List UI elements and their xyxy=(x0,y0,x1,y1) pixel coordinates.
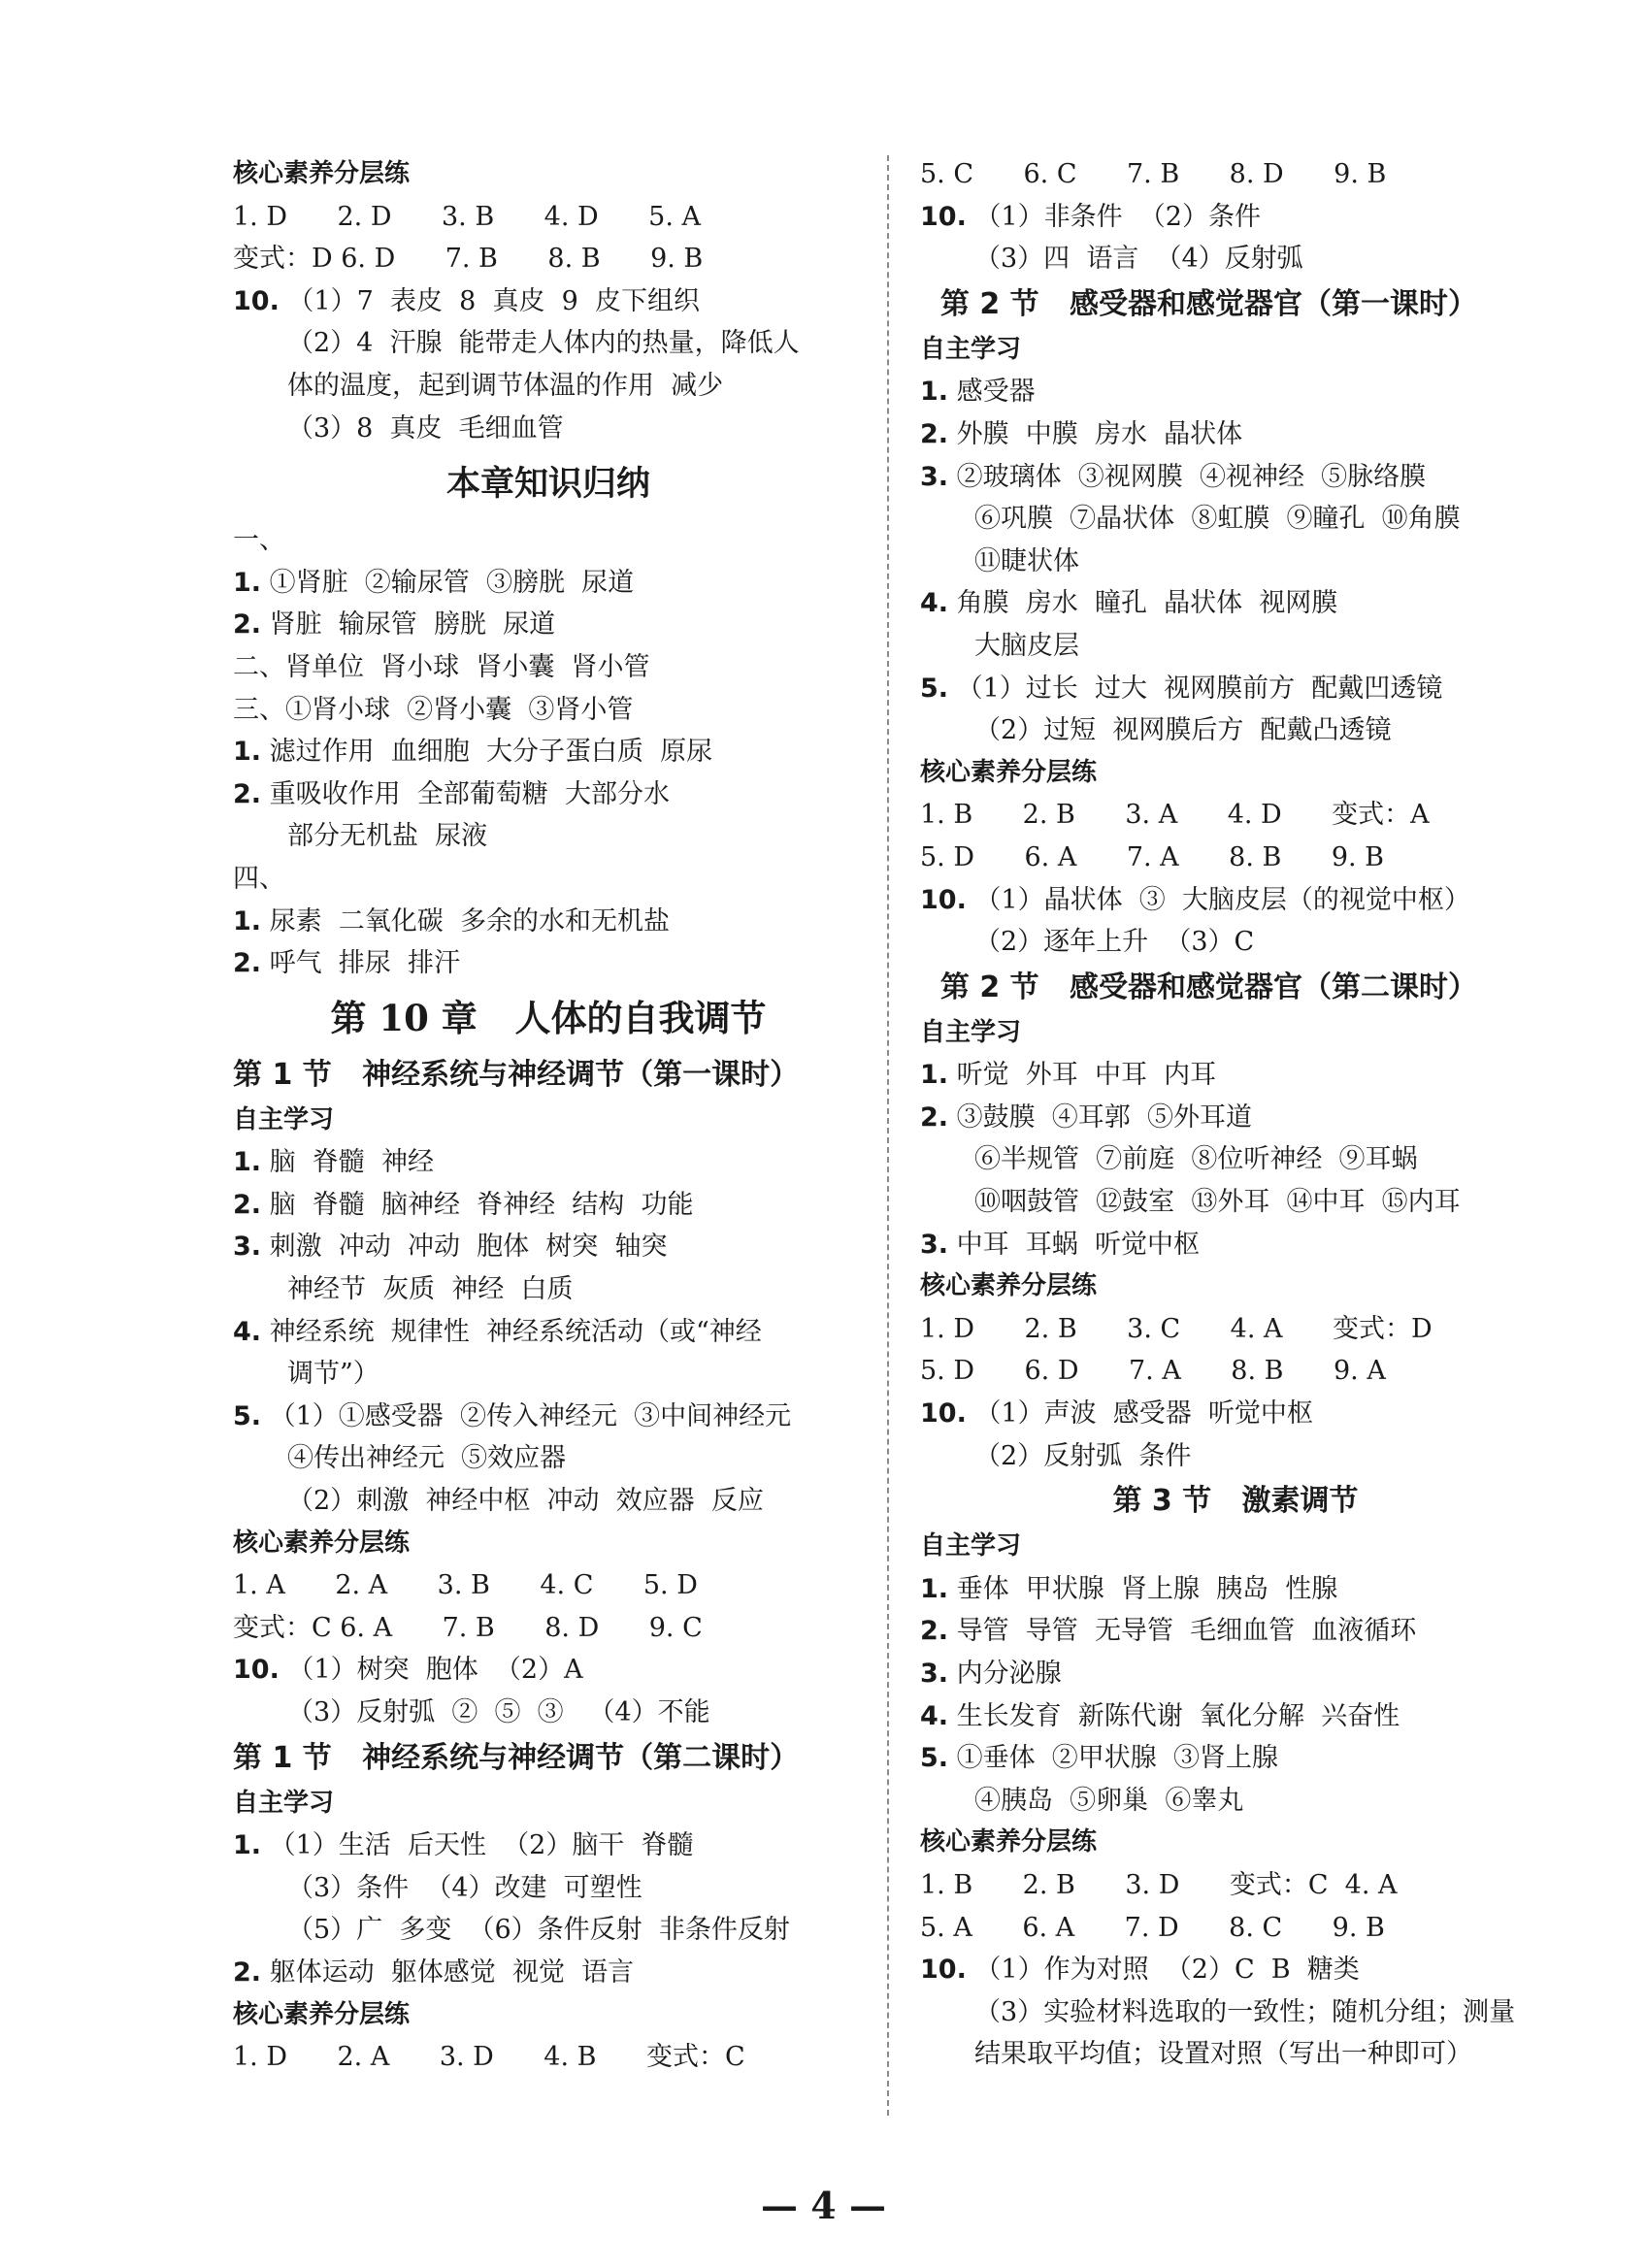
section-label: 核心素养分层练 xyxy=(233,1528,411,1558)
answer-line xyxy=(233,1184,864,1227)
answer-text: 听觉 外耳 中耳 内耳 xyxy=(948,1060,1217,1091)
answer-line: 神经节 灰质 神经 白质 xyxy=(287,1274,574,1305)
answer-line xyxy=(233,1649,864,1692)
answer-line xyxy=(920,196,1551,239)
section-label: 核心素养分层练 xyxy=(233,159,411,188)
answer-text: 1. D 2. D 3. B 4. D 5. A xyxy=(233,201,701,232)
answer-text: ①垂体 ②甲状腺 ③肾上腺 xyxy=(948,1743,1278,1774)
answer-line xyxy=(233,196,864,239)
answer-line: 调节”） xyxy=(287,1359,379,1390)
answer-line xyxy=(920,1695,1551,1738)
question-number: 3. xyxy=(920,1659,949,1689)
answer-text: 变式：C 6. A 7. B 8. D 9. C xyxy=(233,1612,703,1643)
question-number: 1. xyxy=(920,377,949,408)
answer-text: 肾脏 输尿管 膀胱 尿道 xyxy=(261,609,556,641)
answer-text: 三、①肾小球 ②肾小囊 ③肾小管 xyxy=(233,694,634,725)
answer-text: 感受器 xyxy=(948,377,1036,408)
section-label: 自主学习 xyxy=(233,1788,335,1818)
answer-text: 5. D 6. A 7. A 8. B 9. B xyxy=(920,841,1385,872)
answer-line xyxy=(233,1824,864,1867)
question-number: 3. xyxy=(920,1229,949,1260)
section-label: 核心素养分层练 xyxy=(920,757,1098,787)
question-number: 2. xyxy=(233,1189,262,1220)
answer-line xyxy=(920,1350,1551,1393)
answer-line: （3）四 语言 （4）反射弧 xyxy=(974,244,1303,275)
answer-line xyxy=(233,942,864,985)
answer-text: 中耳 耳蜗 听觉中枢 xyxy=(948,1229,1200,1260)
answer-line xyxy=(920,1610,1551,1653)
answer-line xyxy=(233,858,864,901)
question-number: 3. xyxy=(920,461,949,492)
question-number: 5. xyxy=(233,1400,262,1431)
chapter-title: 第 10 章 人体的自我调节 xyxy=(330,996,767,1039)
section-label: 核心素养分层练 xyxy=(920,1827,1098,1857)
question-number: 2. xyxy=(920,1101,949,1133)
answer-line: （2）逐年上升 （3）C xyxy=(974,927,1255,958)
answer-text: 尿素 二氧化碳 多余的水和无机盐 xyxy=(261,905,670,937)
answer-line: （3）实验材料选取的一致性；随机分组；测量 xyxy=(974,1996,1516,2027)
answer-line: 体的温度，起到调节体温的作用 减少 xyxy=(287,370,724,401)
answer-line xyxy=(920,1653,1551,1695)
page-number: — 4 — xyxy=(761,2184,886,2227)
answer-text: 导管 导管 无导管 毛细血管 血液循环 xyxy=(948,1616,1417,1647)
answer-text: 垂体 甲状腺 肾上腺 胰岛 性腺 xyxy=(948,1573,1338,1604)
answer-text: 1. B 2. B 3. A 4. D 变式：A xyxy=(920,800,1430,831)
answer-line: （3）反射弧 ② ⑤ ③ （4）不能 xyxy=(287,1697,710,1727)
question-number: 5. xyxy=(920,673,949,704)
answer-text: 呼气 排尿 排汗 xyxy=(261,948,460,979)
answer-line xyxy=(233,689,864,732)
answer-text: 重吸收作用 全部葡萄糖 大部分水 xyxy=(261,778,670,809)
question-number: 4. xyxy=(920,588,949,619)
column-divider xyxy=(887,155,889,2116)
answer-text: 5. A 6. A 7. D 8. C 9. B xyxy=(920,1912,1385,1943)
answer-text: 1. B 2. B 3. D 变式：C 4. A xyxy=(920,1869,1398,1900)
section-title: 第 2 节 感受器和感觉器官（第二课时） xyxy=(920,970,1477,1004)
question-number: 1. xyxy=(233,1830,262,1861)
question-number: 2. xyxy=(233,948,262,979)
answer-line: ⑩咽鼓管 ⑫鼓室 ⑬外耳 ⑭中耳 ⑮内耳 xyxy=(974,1187,1461,1218)
section-label: 自主学习 xyxy=(920,334,1022,364)
answer-text: 1. A 2. A 3. B 4. C 5. D xyxy=(233,1570,698,1601)
question-number: 2. xyxy=(233,609,262,641)
answer-line: （2）4 汗腺 能带走人体内的热量，降低人 xyxy=(287,328,800,359)
answer-line xyxy=(233,604,864,646)
answer-line xyxy=(233,1607,864,1650)
section-label: 核心素养分层练 xyxy=(233,1999,411,2029)
answer-line xyxy=(920,1224,1551,1266)
answer-line xyxy=(920,668,1551,710)
section-label: 自主学习 xyxy=(233,1104,335,1134)
question-number: 5. xyxy=(920,1743,949,1774)
answer-text: ②玻璃体 ③视网膜 ④视神经 ⑤脉络膜 xyxy=(948,461,1427,492)
question-number: 1. xyxy=(233,905,262,937)
answer-line xyxy=(233,1564,864,1607)
right-column xyxy=(920,153,1551,2076)
answer-line xyxy=(920,837,1551,879)
answer-line: ④传出神经元 ⑤效应器 xyxy=(287,1443,567,1474)
summary-title: 本章知识归纳 xyxy=(445,464,650,505)
answer-line: ⑪睫状体 xyxy=(974,545,1079,576)
answer-line: ⑥巩膜 ⑦晶状体 ⑧虹膜 ⑨瞳孔 ⑩角膜 xyxy=(974,504,1461,535)
answer-line xyxy=(233,2036,864,2079)
answer-line xyxy=(233,1141,864,1184)
answer-line xyxy=(233,562,864,605)
answer-text: （1）声波 感受器 听觉中枢 xyxy=(966,1398,1313,1430)
answer-text: （1）①感受器 ②传入神经元 ③中间神经元 xyxy=(261,1400,792,1431)
answer-line xyxy=(233,731,864,773)
section-label: 自主学习 xyxy=(920,1017,1022,1047)
answer-line: （3）条件 （4）改建 可塑性 xyxy=(287,1872,642,1903)
section-label: 自主学习 xyxy=(920,1531,1022,1561)
question-number: 2. xyxy=(233,1956,262,1988)
answer-text: （1）晶状体 ③ 大脑皮层（的视觉中枢） xyxy=(966,884,1470,915)
question-number: 3. xyxy=(233,1232,262,1263)
answer-line xyxy=(920,1949,1551,1991)
question-number: 10. xyxy=(920,1955,967,1986)
question-number: 10. xyxy=(920,1398,967,1430)
question-number: 1. xyxy=(920,1060,949,1091)
question-number: 2. xyxy=(920,1616,949,1647)
answer-line xyxy=(920,371,1551,413)
answer-line xyxy=(920,1393,1551,1435)
answer-line xyxy=(233,1952,864,1994)
answer-line xyxy=(233,1396,864,1438)
answer-text: ①肾脏 ②输尿管 ③膀胱 尿道 xyxy=(261,567,635,598)
question-number: 4. xyxy=(233,1316,262,1347)
question-number: 1. xyxy=(233,567,262,598)
answer-line: ⑥半规管 ⑦前庭 ⑧位听神经 ⑨耳蜗 xyxy=(974,1144,1418,1175)
answer-line xyxy=(233,1311,864,1354)
answer-text: （1）树突 胞体 （2）A xyxy=(279,1655,583,1686)
answer-line xyxy=(920,1907,1551,1950)
section-title: 第 1 节 神经系统与神经调节（第二课时） xyxy=(233,1740,800,1775)
answer-line xyxy=(920,582,1551,625)
answer-text: 生长发育 新陈代谢 氧化分解 兴奋性 xyxy=(948,1700,1400,1731)
answer-line xyxy=(920,1737,1551,1780)
answer-line: （3）8 真皮 毛细血管 xyxy=(287,412,564,444)
answer-line xyxy=(233,901,864,943)
answer-text: 外膜 中膜 房水 晶状体 xyxy=(948,418,1243,449)
answer-text: （1）作为对照 （2）C B 糖类 xyxy=(966,1955,1360,1986)
answer-line xyxy=(920,879,1551,922)
answer-line xyxy=(920,413,1551,456)
answer-line xyxy=(233,646,864,689)
answer-line: ④胰岛 ⑤卵巢 ⑥睾丸 xyxy=(974,1785,1244,1816)
answer-text: 四、 xyxy=(233,863,285,894)
question-number: 2. xyxy=(233,778,262,809)
section-title: 第 2 节 感受器和感觉器官（第一课时） xyxy=(920,286,1477,321)
answer-text: 滤过作用 血细胞 大分子蛋白质 原尿 xyxy=(261,737,713,768)
section-title: 第 1 节 神经系统与神经调节（第一课时） xyxy=(233,1057,800,1092)
answer-text: （1）过长 过大 视网膜前方 配戴凹透镜 xyxy=(948,673,1443,704)
question-number: 10. xyxy=(920,201,967,232)
answer-text: 脑 脊髓 神经 xyxy=(261,1147,434,1178)
answer-text: ③鼓膜 ④耳郭 ⑤外耳道 xyxy=(948,1101,1252,1133)
answer-text: 脑 脊髓 脑神经 脊神经 结构 功能 xyxy=(261,1189,694,1220)
answer-text: 神经系统 规律性 神经系统活动（或“神经 xyxy=(261,1316,762,1347)
answer-text: 1. D 2. B 3. C 4. A 变式：D xyxy=(920,1313,1433,1344)
answer-text: 一、 xyxy=(233,525,285,556)
answer-line xyxy=(920,153,1551,196)
answer-text: （1）生活 后天性 （2）脑干 脊髓 xyxy=(261,1830,694,1861)
question-number: 1. xyxy=(233,737,262,768)
answer-line xyxy=(920,456,1551,499)
section-title: 第 3 节 激素调节 xyxy=(1112,1484,1359,1519)
question-number: 10. xyxy=(233,1655,280,1686)
answer-line xyxy=(920,1568,1551,1611)
answer-text: 5. C 6. C 7. B 8. D 9. B xyxy=(920,159,1387,189)
answer-text: （1）非条件 （2）条件 xyxy=(966,201,1261,232)
answer-text: 内分泌腺 xyxy=(948,1659,1062,1689)
question-number: 1. xyxy=(920,1573,949,1604)
answer-line: （2）刺激 神经中枢 冲动 效应器 反应 xyxy=(287,1486,764,1517)
question-number: 2. xyxy=(920,418,949,449)
answer-line xyxy=(920,1308,1551,1351)
answer-text: 角膜 房水 瞳孔 晶状体 视网膜 xyxy=(948,588,1338,619)
question-number: 4. xyxy=(920,1700,949,1731)
answer-line xyxy=(233,773,864,816)
answer-text: 躯体运动 躯体感觉 视觉 语言 xyxy=(261,1956,635,1988)
answer-line xyxy=(920,1097,1551,1139)
question-number: 1. xyxy=(233,1147,262,1178)
answer-line xyxy=(233,238,864,280)
answer-text: 5. D 6. D 7. A 8. B 9. A xyxy=(920,1356,1386,1387)
answer-text: 1. D 2. A 3. D 4. B 变式：C xyxy=(233,2042,745,2073)
answer-line xyxy=(233,280,864,323)
answer-line xyxy=(920,1864,1551,1907)
question-number: 10. xyxy=(233,285,280,316)
answer-line: 部分无机盐 尿液 xyxy=(287,821,488,852)
answer-text: 变式：D 6. D 7. B 8. B 9. B xyxy=(233,244,704,275)
section-label: 核心素养分层练 xyxy=(920,1271,1098,1301)
answer-line: （2）反射弧 条件 xyxy=(974,1440,1192,1471)
answer-line: 大脑皮层 xyxy=(974,630,1079,661)
answer-text: 二、肾单位 肾小球 肾小囊 肾小管 xyxy=(233,651,650,682)
answer-text: 刺激 冲动 冲动 胞体 树突 轴突 xyxy=(261,1232,668,1263)
left-column xyxy=(233,153,864,2079)
question-number: 10. xyxy=(920,884,967,915)
answer-line xyxy=(233,1226,864,1268)
answer-line xyxy=(233,519,864,562)
answer-text: （1）7 表皮 8 真皮 9 皮下组织 xyxy=(279,285,700,316)
answer-line xyxy=(920,794,1551,837)
answer-line: 结果取平均值；设置对照（写出一种即可） xyxy=(974,2039,1472,2070)
answer-line: （5）广 多变 （6）条件反射 非条件反射 xyxy=(287,1915,790,1946)
answer-line xyxy=(920,1054,1551,1097)
answer-line: （2）过短 视网膜后方 配戴凸透镜 xyxy=(974,715,1392,746)
